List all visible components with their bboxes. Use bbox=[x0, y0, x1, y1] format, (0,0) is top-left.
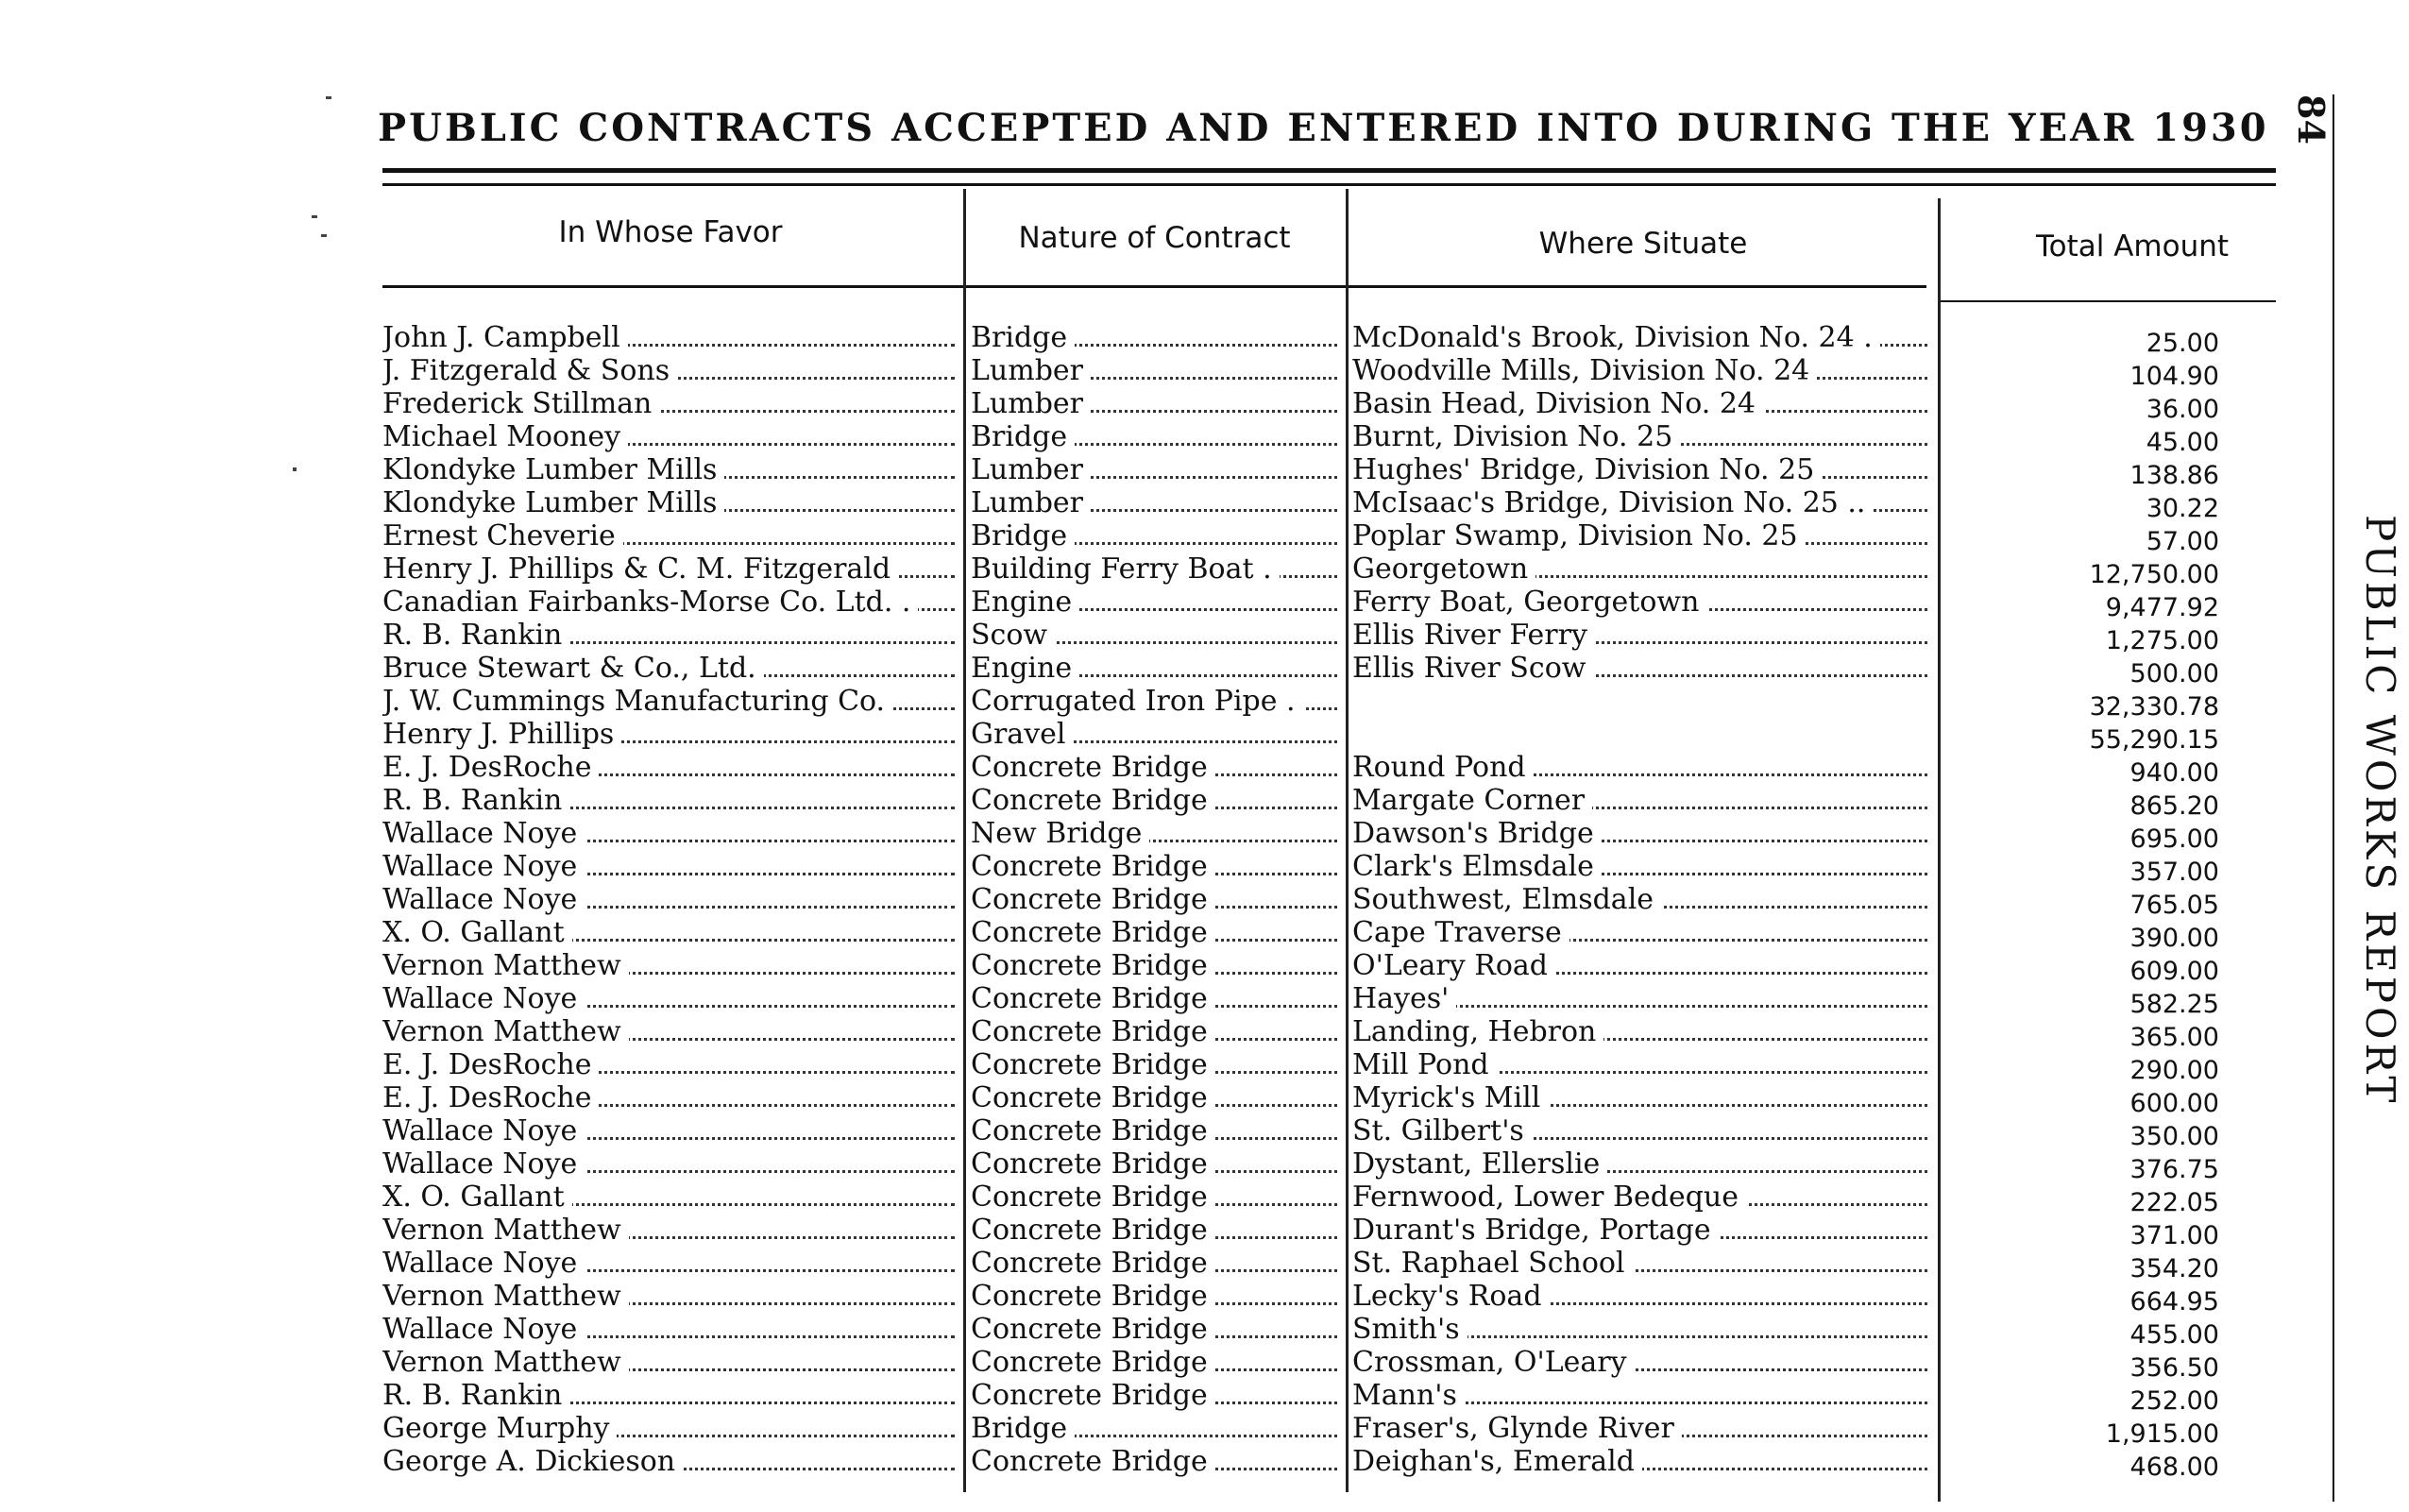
table-row bbox=[0, 486, 2323, 523]
nature-cell-text: Concrete Bridge bbox=[971, 1181, 1215, 1214]
nature-cell bbox=[971, 1147, 1343, 1181]
nature-cell-text: Concrete Bridge bbox=[971, 784, 1215, 817]
where-cell bbox=[1352, 685, 1933, 718]
table-row bbox=[0, 420, 2323, 457]
table-row bbox=[0, 685, 2323, 722]
where-cell-text: Dawson's Bridge bbox=[1352, 817, 1602, 850]
amount-cell: 940.00 bbox=[2129, 758, 2219, 788]
nature-cell-text: Concrete Bridge bbox=[971, 1313, 1215, 1346]
amount-cell: 468.00 bbox=[2129, 1453, 2219, 1482]
report-side-title: PUBLIC WORKS REPORT bbox=[2357, 515, 2403, 1107]
amount-cell: 45.00 bbox=[2146, 428, 2219, 457]
where-cell-text: Smith's bbox=[1352, 1313, 1467, 1346]
table-row bbox=[0, 1048, 2323, 1085]
favor-cell bbox=[382, 1445, 960, 1478]
table-row bbox=[0, 1313, 2323, 1350]
table-row bbox=[0, 552, 2323, 589]
table-row bbox=[0, 1247, 2323, 1283]
double-rule-bottom bbox=[382, 183, 2276, 186]
favor-cell bbox=[382, 1313, 960, 1346]
where-cell-text: Durant's Bridge, Portage bbox=[1352, 1214, 1719, 1247]
nature-cell-text: Concrete Bridge bbox=[971, 949, 1215, 982]
favor-cell bbox=[382, 685, 960, 718]
table-row bbox=[0, 949, 2323, 986]
amount-cell: 138.86 bbox=[2129, 461, 2219, 490]
favor-cell-text: Klondyke Lumber Mills bbox=[382, 486, 724, 519]
nature-cell bbox=[971, 751, 1343, 784]
where-cell-text: Georgetown bbox=[1352, 552, 1535, 586]
amount-cell: 36.00 bbox=[2146, 395, 2219, 424]
where-cell bbox=[1352, 1214, 1933, 1247]
where-cell bbox=[1352, 387, 1933, 420]
amount-cell: 55,290.15 bbox=[2089, 725, 2219, 755]
where-cell bbox=[1352, 1015, 1933, 1048]
table-row bbox=[0, 1081, 2323, 1118]
favor-cell bbox=[382, 1015, 960, 1048]
amount-cell: 1,915.00 bbox=[2105, 1419, 2219, 1449]
favor-cell-text: X. O. Gallant bbox=[382, 1181, 572, 1214]
favor-cell-text: E. J. DesRoche bbox=[382, 1081, 599, 1114]
amount-cell: 609.00 bbox=[2129, 957, 2219, 986]
header-underline-amount bbox=[1941, 300, 2276, 302]
where-cell-text: Landing, Hebron bbox=[1352, 1015, 1603, 1048]
margin-mark bbox=[321, 234, 327, 237]
table-row bbox=[0, 1280, 2323, 1317]
where-cell-text: Fraser's, Glynde River bbox=[1352, 1412, 1682, 1445]
where-cell bbox=[1352, 1181, 1933, 1214]
where-cell-text: Myrick's Mill bbox=[1352, 1081, 1548, 1114]
nature-cell-text: Engine bbox=[971, 652, 1079, 685]
nature-cell bbox=[971, 1313, 1343, 1346]
nature-cell-text: Concrete Bridge bbox=[971, 1114, 1215, 1147]
nature-cell bbox=[971, 1412, 1343, 1445]
where-cell-text: Ellis River Scow bbox=[1352, 652, 1593, 685]
table-row bbox=[0, 652, 2323, 688]
where-cell-text: Margate Corner bbox=[1352, 784, 1592, 817]
favor-cell bbox=[382, 586, 960, 619]
amount-cell: 9,477.92 bbox=[2105, 593, 2219, 622]
where-cell bbox=[1352, 982, 1933, 1015]
nature-cell-text: Scow bbox=[971, 619, 1055, 652]
nature-cell bbox=[971, 552, 1343, 586]
table-row bbox=[0, 850, 2323, 887]
nature-cell-text: New Bridge bbox=[971, 817, 1149, 850]
nature-cell bbox=[971, 519, 1343, 552]
nature-cell-text: Lumber bbox=[971, 453, 1091, 486]
where-cell bbox=[1352, 1313, 1933, 1346]
nature-cell-text: Lumber bbox=[971, 387, 1091, 420]
favor-cell-text: J. Fitzgerald & Sons bbox=[382, 354, 677, 387]
favor-cell bbox=[382, 1048, 960, 1081]
page-title: PUBLIC CONTRACTS ACCEPTED AND ENTERED INTO DURING THE YEAR 1930 bbox=[378, 106, 2269, 150]
table-row bbox=[0, 453, 2323, 490]
favor-cell-text: Vernon Matthew bbox=[382, 949, 629, 982]
favor-cell bbox=[382, 1247, 960, 1280]
nature-cell bbox=[971, 1247, 1343, 1280]
favor-cell-text: Wallace Noye bbox=[382, 1114, 585, 1147]
amount-cell: 365.00 bbox=[2129, 1023, 2219, 1052]
nature-cell bbox=[971, 718, 1343, 751]
favor-cell-text: X. O. Gallant bbox=[382, 916, 572, 949]
favor-cell-text: Wallace Noye bbox=[382, 1147, 585, 1181]
where-cell bbox=[1352, 1048, 1933, 1081]
where-cell-text: Burnt, Division No. 25 bbox=[1352, 420, 1680, 453]
right-margin-line bbox=[2333, 94, 2334, 1502]
margin-mark bbox=[312, 215, 317, 218]
favor-cell bbox=[382, 1081, 960, 1114]
nature-cell bbox=[971, 652, 1343, 685]
nature-cell bbox=[971, 949, 1343, 982]
where-cell-text: Hughes' Bridge, Division No. 25 bbox=[1352, 453, 1822, 486]
where-cell-text: Ferry Boat, Georgetown bbox=[1352, 586, 1706, 619]
table-row bbox=[0, 1412, 2323, 1449]
favor-cell bbox=[382, 718, 960, 751]
favor-cell-text: Vernon Matthew bbox=[382, 1214, 629, 1247]
where-cell bbox=[1352, 354, 1933, 387]
amount-cell: 32,330.78 bbox=[2089, 692, 2219, 722]
nature-cell-text: Concrete Bridge bbox=[971, 1379, 1215, 1412]
favor-cell-text: R. B. Rankin bbox=[382, 1379, 569, 1412]
table-row bbox=[0, 1181, 2323, 1217]
favor-cell-text: Canadian Fairbanks-Morse Co. Ltd. . bbox=[382, 586, 918, 619]
nature-cell-text: Concrete Bridge bbox=[971, 1048, 1215, 1081]
where-cell bbox=[1352, 619, 1933, 652]
amount-cell: 371.00 bbox=[2129, 1221, 2219, 1250]
table-row bbox=[0, 751, 2323, 788]
where-cell bbox=[1352, 652, 1933, 685]
where-cell-text: Crossman, O'Leary bbox=[1352, 1346, 1635, 1379]
where-cell bbox=[1352, 1346, 1933, 1379]
table-row bbox=[0, 1214, 2323, 1250]
table-row bbox=[0, 354, 2323, 391]
where-cell-text: Poplar Swamp, Division No. 25 bbox=[1352, 519, 1806, 552]
where-cell-text: Dystant, Ellerslie bbox=[1352, 1147, 1607, 1181]
favor-cell-text: Wallace Noye bbox=[382, 1313, 585, 1346]
favor-cell-text: Michael Mooney bbox=[382, 420, 628, 453]
nature-cell-text: Concrete Bridge bbox=[971, 1346, 1215, 1379]
nature-cell-text: Concrete Bridge bbox=[971, 751, 1215, 784]
column-header-amount: Total Amount bbox=[2035, 229, 2230, 263]
favor-cell-text: Klondyke Lumber Mills bbox=[382, 453, 724, 486]
page-number: 84 bbox=[2290, 94, 2333, 144]
where-cell bbox=[1352, 552, 1933, 586]
favor-cell bbox=[382, 652, 960, 685]
nature-cell-text: Lumber bbox=[971, 354, 1091, 387]
favor-cell bbox=[382, 949, 960, 982]
favor-cell bbox=[382, 1379, 960, 1412]
favor-cell bbox=[382, 619, 960, 652]
nature-cell bbox=[971, 982, 1343, 1015]
favor-cell bbox=[382, 1181, 960, 1214]
favor-cell bbox=[382, 1346, 960, 1379]
where-cell bbox=[1352, 751, 1933, 784]
nature-cell-text: Building Ferry Boat . bbox=[971, 552, 1280, 586]
where-cell-text: Clark's Elmsdale bbox=[1352, 850, 1602, 883]
amount-cell: 350.00 bbox=[2129, 1122, 2219, 1151]
amount-cell: 25.00 bbox=[2146, 329, 2219, 358]
nature-cell bbox=[971, 1114, 1343, 1147]
where-cell-text: Southwest, Elmsdale bbox=[1352, 883, 1661, 916]
amount-cell: 695.00 bbox=[2129, 824, 2219, 854]
favor-cell-text: George A. Dickieson bbox=[382, 1445, 683, 1478]
nature-cell bbox=[971, 1181, 1343, 1214]
favor-cell-text: Vernon Matthew bbox=[382, 1346, 629, 1379]
where-cell-text: Cape Traverse bbox=[1352, 916, 1569, 949]
where-cell bbox=[1352, 1114, 1933, 1147]
table-row bbox=[0, 883, 2323, 920]
table-row bbox=[0, 387, 2323, 424]
where-cell bbox=[1352, 1379, 1933, 1412]
nature-cell bbox=[971, 1379, 1343, 1412]
favor-cell-text: Wallace Noye bbox=[382, 817, 585, 850]
nature-cell bbox=[971, 453, 1343, 486]
favor-cell-text: George Murphy bbox=[382, 1412, 617, 1445]
favor-cell bbox=[382, 1147, 960, 1181]
where-cell bbox=[1352, 586, 1933, 619]
favor-cell-text: Wallace Noye bbox=[382, 850, 585, 883]
table-row bbox=[0, 619, 2323, 655]
table-row bbox=[0, 1445, 2323, 1482]
favor-cell bbox=[382, 1412, 960, 1445]
favor-cell-text: Bruce Stewart & Co., Ltd. bbox=[382, 652, 764, 685]
column-header-nature: Nature of Contract bbox=[1018, 221, 1291, 255]
favor-cell-text: E. J. DesRoche bbox=[382, 751, 599, 784]
where-cell-text: Fernwood, Lower Bedeque bbox=[1352, 1181, 1746, 1214]
amount-cell: 455.00 bbox=[2129, 1320, 2219, 1350]
nature-cell-text: Concrete Bridge bbox=[971, 883, 1215, 916]
nature-cell-text: Gravel bbox=[971, 718, 1074, 751]
where-cell bbox=[1352, 883, 1933, 916]
favor-cell-text: Henry J. Phillips & C. M. Fitzgerald bbox=[382, 552, 898, 586]
favor-cell-text: R. B. Rankin bbox=[382, 784, 569, 817]
nature-cell bbox=[971, 1048, 1343, 1081]
where-cell-text: Round Pond bbox=[1352, 751, 1534, 784]
amount-cell: 357.00 bbox=[2129, 858, 2219, 887]
where-cell bbox=[1352, 1280, 1933, 1313]
favor-cell bbox=[382, 519, 960, 552]
favor-cell bbox=[382, 817, 960, 850]
nature-cell bbox=[971, 1445, 1343, 1478]
nature-cell bbox=[971, 420, 1343, 453]
where-cell-text bbox=[1352, 718, 1360, 751]
nature-cell-text: Concrete Bridge bbox=[971, 1015, 1215, 1048]
amount-cell: 354.20 bbox=[2129, 1254, 2219, 1283]
favor-cell bbox=[382, 552, 960, 586]
nature-cell-text: Concrete Bridge bbox=[971, 916, 1215, 949]
amount-cell: 252.00 bbox=[2129, 1386, 2219, 1416]
favor-cell-text: Wallace Noye bbox=[382, 982, 585, 1015]
nature-cell bbox=[971, 916, 1343, 949]
amount-cell: 356.50 bbox=[2129, 1353, 2219, 1383]
nature-cell bbox=[971, 354, 1343, 387]
nature-cell bbox=[971, 619, 1343, 652]
header-underline bbox=[382, 285, 1926, 288]
where-cell bbox=[1352, 1445, 1933, 1478]
amount-cell: 12,750.00 bbox=[2089, 560, 2219, 589]
margin-mark bbox=[326, 96, 331, 99]
amount-cell: 390.00 bbox=[2129, 924, 2219, 953]
where-cell-text: McIsaac's Bridge, Division No. 25 .. bbox=[1352, 486, 1873, 519]
amount-cell: 290.00 bbox=[2129, 1056, 2219, 1085]
nature-cell bbox=[971, 1346, 1343, 1379]
table-row bbox=[0, 784, 2323, 821]
nature-cell bbox=[971, 1081, 1343, 1114]
favor-cell bbox=[382, 850, 960, 883]
amount-cell: 1,275.00 bbox=[2105, 626, 2219, 655]
where-cell bbox=[1352, 1412, 1933, 1445]
favor-cell bbox=[382, 387, 960, 420]
nature-cell bbox=[971, 784, 1343, 817]
amount-cell: 30.22 bbox=[2146, 494, 2219, 523]
table-row bbox=[0, 916, 2323, 953]
table-row bbox=[0, 1114, 2323, 1151]
nature-cell bbox=[971, 817, 1343, 850]
where-cell bbox=[1352, 817, 1933, 850]
nature-cell-text: Concrete Bridge bbox=[971, 1280, 1215, 1313]
favor-cell-text: Wallace Noye bbox=[382, 1247, 585, 1280]
favor-cell bbox=[382, 784, 960, 817]
nature-cell-text: Concrete Bridge bbox=[971, 1081, 1215, 1114]
nature-cell bbox=[971, 387, 1343, 420]
amount-cell: 500.00 bbox=[2129, 659, 2219, 688]
favor-cell-text: Frederick Stillman bbox=[382, 387, 659, 420]
nature-cell bbox=[971, 850, 1343, 883]
favor-cell bbox=[382, 1280, 960, 1313]
favor-cell-text: J. W. Cummings Manufacturing Co. bbox=[382, 685, 892, 718]
where-cell-text: O'Leary Road bbox=[1352, 949, 1555, 982]
favor-cell bbox=[382, 354, 960, 387]
where-cell-text: Deighan's, Emerald bbox=[1352, 1445, 1642, 1478]
where-cell-text: St. Raphael School bbox=[1352, 1247, 1633, 1280]
amount-cell: 222.05 bbox=[2129, 1188, 2219, 1217]
amount-cell: 376.75 bbox=[2129, 1155, 2219, 1184]
favor-cell-text: John J. Campbell bbox=[382, 321, 628, 354]
nature-cell-text: Concrete Bridge bbox=[971, 982, 1215, 1015]
favor-cell bbox=[382, 916, 960, 949]
nature-cell bbox=[971, 883, 1343, 916]
table-row bbox=[0, 321, 2323, 358]
where-cell bbox=[1352, 1081, 1933, 1114]
where-cell-text: Woodville Mills, Division No. 24 bbox=[1352, 354, 1817, 387]
where-cell bbox=[1352, 949, 1933, 982]
favor-cell-text: Henry J. Phillips bbox=[382, 718, 621, 751]
where-cell-text: Hayes' bbox=[1352, 982, 1456, 1015]
favor-cell bbox=[382, 982, 960, 1015]
nature-cell-text: Corrugated Iron Pipe . bbox=[971, 685, 1303, 718]
where-cell bbox=[1352, 1247, 1933, 1280]
favor-cell bbox=[382, 1114, 960, 1147]
favor-cell bbox=[382, 453, 960, 486]
favor-cell-text: Vernon Matthew bbox=[382, 1280, 629, 1313]
favor-cell-text: Vernon Matthew bbox=[382, 1015, 629, 1048]
where-cell-text: Mill Pond bbox=[1352, 1048, 1497, 1081]
column-header-favor: In Whose Favor bbox=[558, 215, 783, 249]
table-row bbox=[0, 982, 2323, 1019]
table-row bbox=[0, 1015, 2323, 1052]
favor-cell-text: E. J. DesRoche bbox=[382, 1048, 599, 1081]
nature-cell-text: Concrete Bridge bbox=[971, 1147, 1215, 1181]
where-cell-text bbox=[1352, 685, 1360, 718]
where-cell bbox=[1352, 850, 1933, 883]
where-cell bbox=[1352, 1147, 1933, 1181]
nature-cell-text: Bridge bbox=[971, 420, 1075, 453]
amount-cell: 57.00 bbox=[2146, 527, 2219, 556]
nature-cell bbox=[971, 486, 1343, 519]
favor-cell bbox=[382, 1214, 960, 1247]
nature-cell bbox=[971, 1015, 1343, 1048]
nature-cell-text: Engine bbox=[971, 586, 1079, 619]
where-cell bbox=[1352, 321, 1933, 354]
nature-cell bbox=[971, 586, 1343, 619]
favor-cell bbox=[382, 751, 960, 784]
where-cell bbox=[1352, 718, 1933, 751]
where-cell-text: McDonald's Brook, Division No. 24 . bbox=[1352, 321, 1880, 354]
where-cell-text: Basin Head, Division No. 24 bbox=[1352, 387, 1763, 420]
table-row bbox=[0, 1147, 2323, 1184]
favor-cell-text: R. B. Rankin bbox=[382, 619, 569, 652]
where-cell bbox=[1352, 784, 1933, 817]
where-cell bbox=[1352, 916, 1933, 949]
where-cell bbox=[1352, 519, 1933, 552]
table-row bbox=[0, 718, 2323, 755]
nature-cell bbox=[971, 321, 1343, 354]
table-row bbox=[0, 586, 2323, 622]
table-row bbox=[0, 1346, 2323, 1383]
column-header-where: Where Situate bbox=[1538, 227, 1748, 261]
favor-cell bbox=[382, 420, 960, 453]
amount-cell: 582.25 bbox=[2129, 990, 2219, 1019]
nature-cell-text: Lumber bbox=[971, 486, 1091, 519]
nature-cell-text: Bridge bbox=[971, 321, 1075, 354]
nature-cell-text: Concrete Bridge bbox=[971, 1214, 1215, 1247]
where-cell-text: Lecky's Road bbox=[1352, 1280, 1550, 1313]
amount-cell: 104.90 bbox=[2129, 362, 2219, 391]
amount-cell: 865.20 bbox=[2129, 791, 2219, 821]
where-cell-text: Mann's bbox=[1352, 1379, 1465, 1412]
where-cell bbox=[1352, 486, 1933, 519]
double-rule-top bbox=[382, 168, 2276, 173]
nature-cell-text: Concrete Bridge bbox=[971, 1247, 1215, 1280]
favor-cell bbox=[382, 883, 960, 916]
nature-cell bbox=[971, 685, 1343, 718]
table-row bbox=[0, 1379, 2323, 1416]
favor-cell-text: Ernest Cheverie bbox=[382, 519, 623, 552]
favor-cell-text: Wallace Noye bbox=[382, 883, 585, 916]
where-cell-text: St. Gilbert's bbox=[1352, 1114, 1532, 1147]
nature-cell-text: Bridge bbox=[971, 1412, 1075, 1445]
amount-cell: 664.95 bbox=[2129, 1287, 2219, 1317]
nature-cell-text: Concrete Bridge bbox=[971, 850, 1215, 883]
where-cell-text: Ellis River Ferry bbox=[1352, 619, 1595, 652]
favor-cell bbox=[382, 486, 960, 519]
nature-cell-text: Concrete Bridge bbox=[971, 1445, 1215, 1478]
favor-cell bbox=[382, 321, 960, 354]
table-row bbox=[0, 519, 2323, 556]
amount-cell: 765.05 bbox=[2129, 891, 2219, 920]
nature-cell bbox=[971, 1214, 1343, 1247]
amount-cell: 600.00 bbox=[2129, 1089, 2219, 1118]
table-row bbox=[0, 817, 2323, 854]
where-cell bbox=[1352, 453, 1933, 486]
nature-cell bbox=[971, 1280, 1343, 1313]
nature-cell-text: Bridge bbox=[971, 519, 1075, 552]
where-cell bbox=[1352, 420, 1933, 453]
